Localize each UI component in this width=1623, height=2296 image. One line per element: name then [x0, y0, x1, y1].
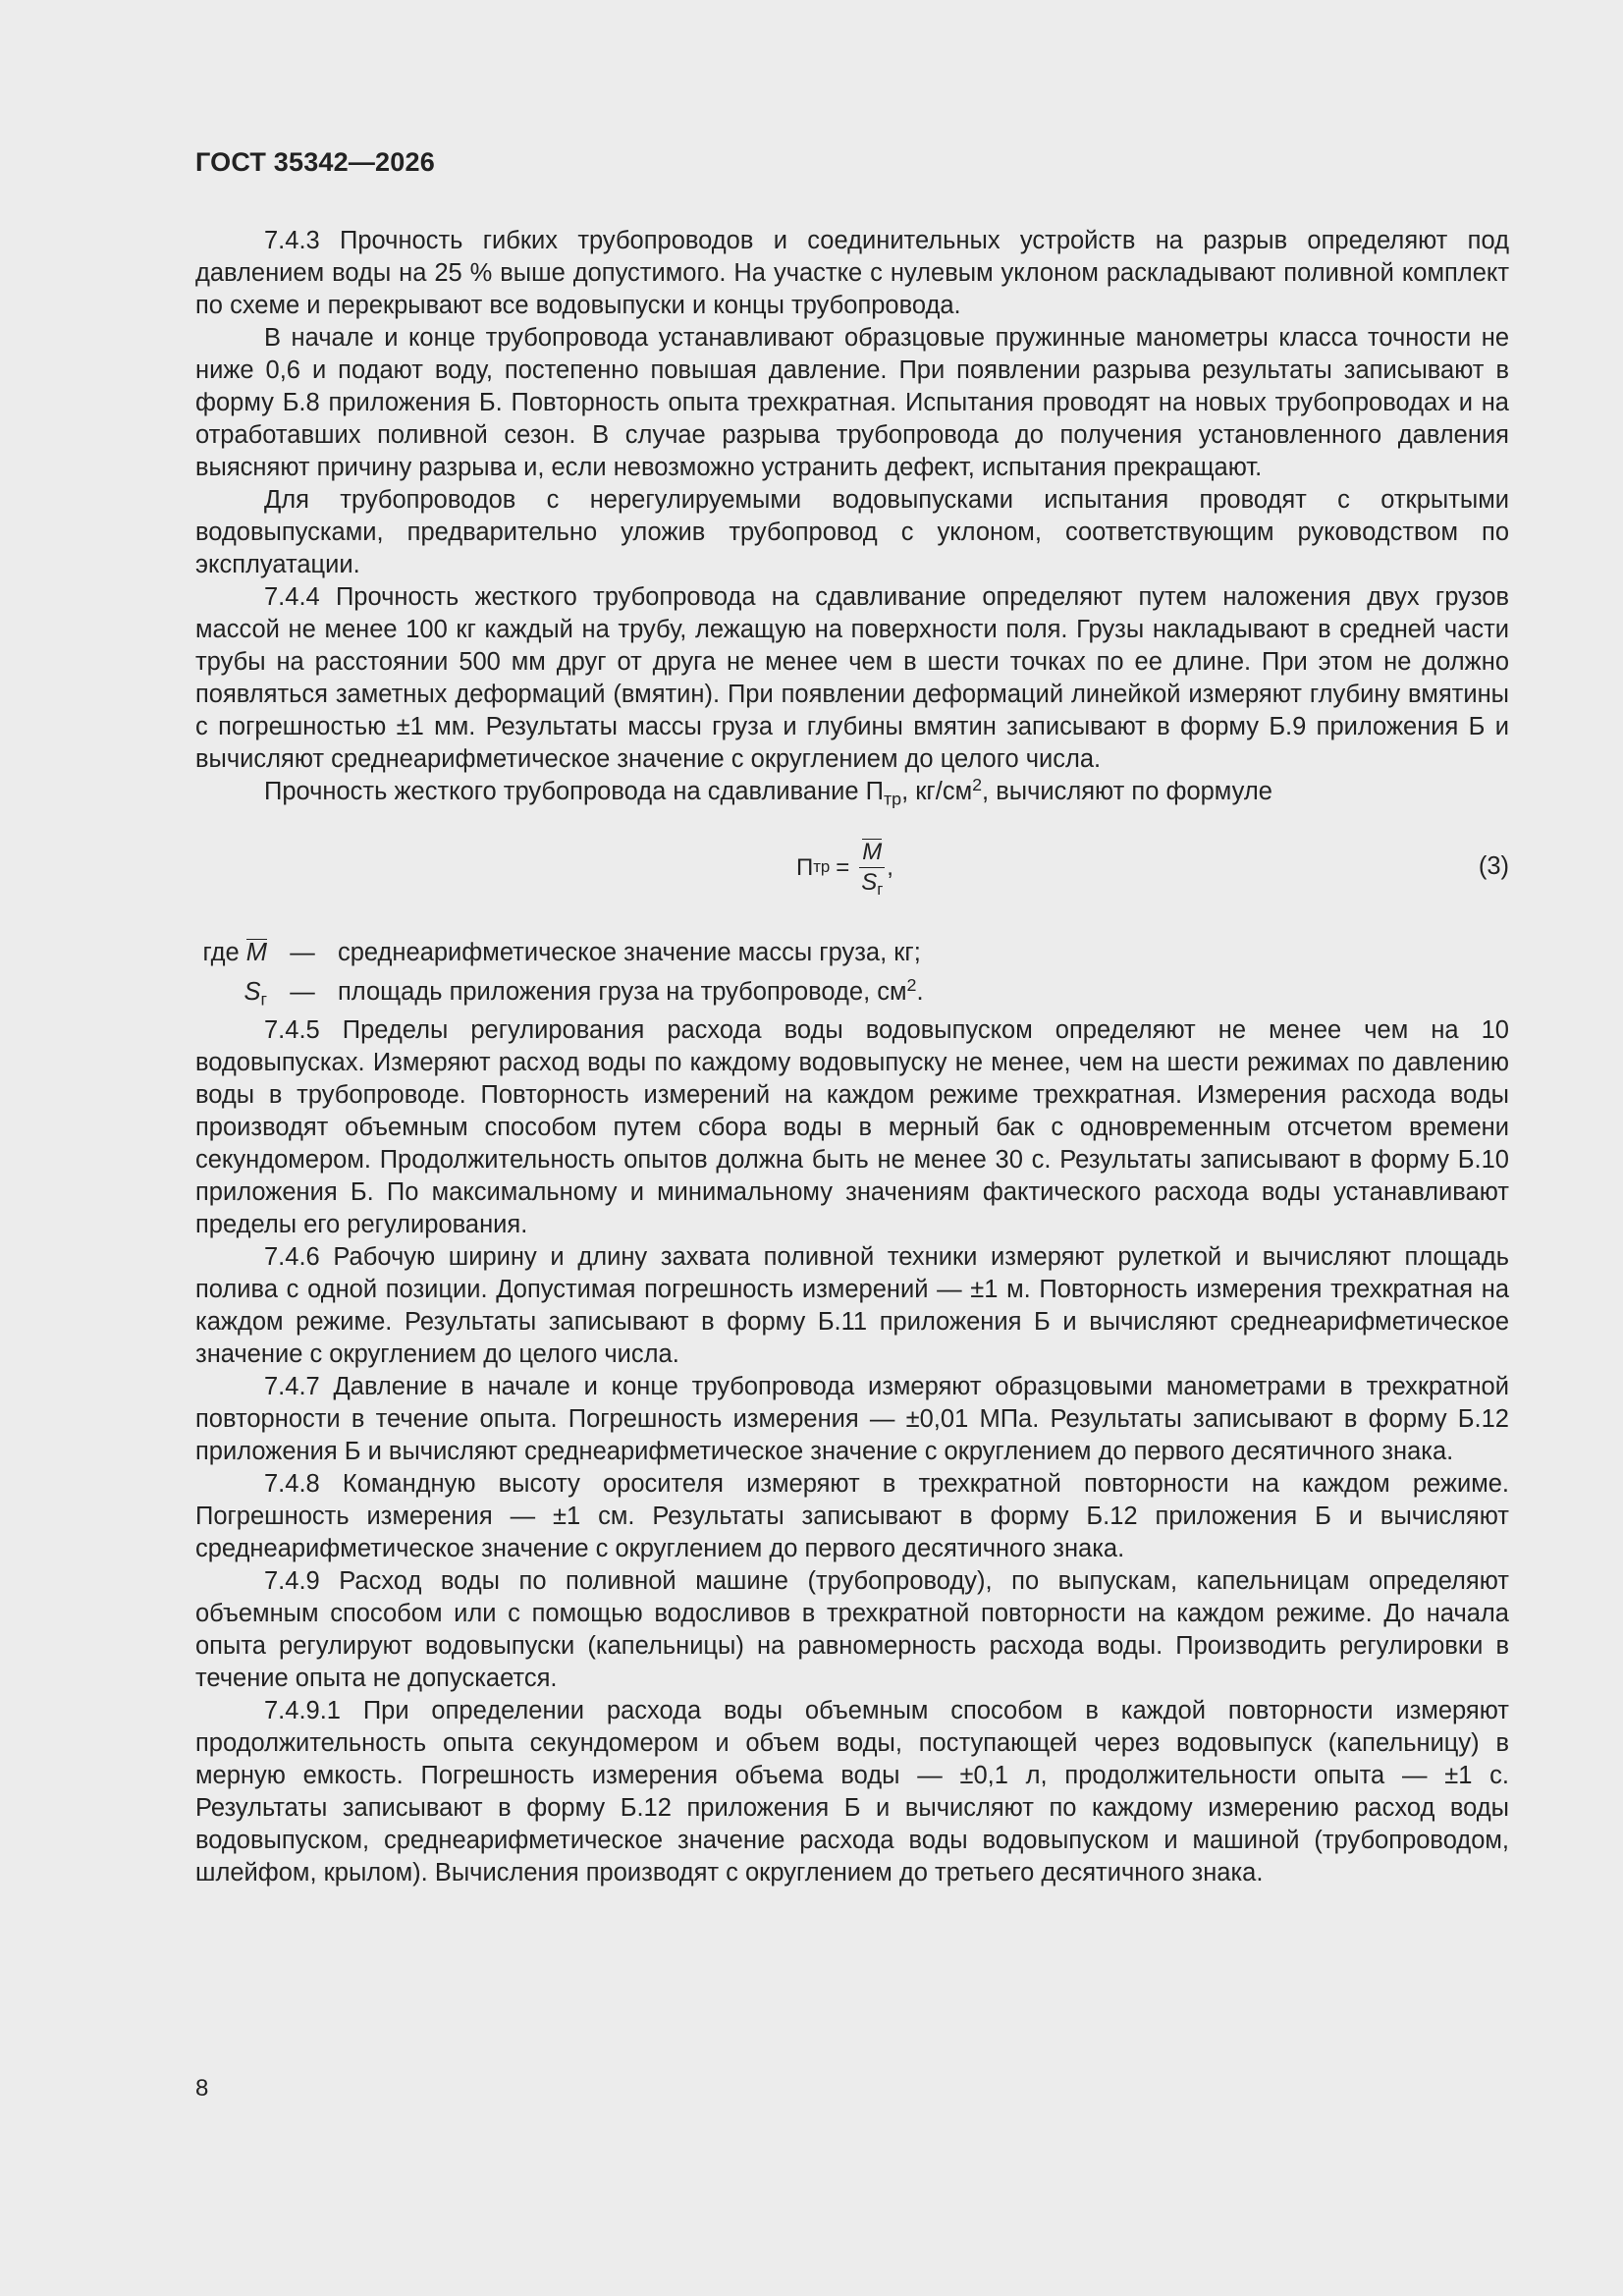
legend-row-area: $S_г$ — площадь приложения груза на трубопроводе, $см^2$.	[243, 975, 924, 1010]
paragraph-7-4-9: 7.4.9 Расход воды по поливной машине (трубопроводу), по выпускам, капельницам определяют объемным способом или с помощью водосливов в трехкратной повторности на каждом режиме. До начала опыта регулируют водовыпуски (капельницы) на равномерность расхода воды. Производить регулировки в течение опыта не допускается.	[195, 1567, 1509, 1692]
legend-row-mass: где M — среднеарифметическое значение массы груза, кг;	[202, 939, 921, 966]
paragraph-unregulated-outlets: Для трубопроводов с нерегулируемыми водовыпусками испытания проводят с открытыми водовыпусками, предварительно уложив трубопровод с уклоном, соответствующим руководством по эксплуатации.	[195, 486, 1509, 578]
paragraph-7-4-3: 7.4.3 Прочность гибких трубопроводов и соединительных устройств на разрыв определяют под давлением воды на 25 % выше допустимого. На участке с нулевым уклоном раскладывают поливной комплект по схеме и перекрывают все водовыпуски и концы трубопровода.	[195, 227, 1509, 319]
paragraph-formula-intro: Прочность жесткого трубопровода на сдавливание $П_{тр}$, $кг/см^2$, вычисляют по формуле	[264, 775, 1272, 809]
document-body	[195, 225, 1509, 1889]
paragraph-7-4-8: 7.4.8 Командную высоту оросителя измеряют в трехкратной повторности на каждом режиме. Погрешность измерения — ±1 см. Результаты записывают в форму Б.12 приложения Б и вычисляют среднеарифметическое значение с округлением до первого десятичного знака.	[195, 1470, 1509, 1562]
formula-number: (3)	[1478, 852, 1509, 880]
formula-legend	[195, 930, 1509, 1009]
formula-expression: П тр = $\frac{M}{S_г}$ ,	[796, 838, 893, 899]
paragraph-7-4-6: 7.4.6 Рабочую ширину и длину захвата поливной техники измеряют рулеткой и вычисляют площадь полива с одной позиции. Допустимая погрешность измерений — ±1 м. Повторность измерения трехкратная на каждом режиме. Результаты записывают в форму Б.11 приложения Б и вычисляют среднеарифметическое значение с округлением до целого числа.	[195, 1243, 1509, 1368]
page-number: 8	[195, 2075, 209, 2102]
paragraph-7-4-9-1: 7.4.9.1 При определении расхода воды объемным способом в каждой повторности измеряют продолжительность опыта секундомером и объем воды, поступающей через водовыпуск (капельницу) в мерную емкость. Погрешность измерения объема воды — ±0,1 л, продолжительности опыта — ±1 с. Результаты записывают в форму Б.12 приложения Б и вычисляют по каждому измерению расход воды водовыпуском, среднеарифметическое значение расхода воды водовыпуском и машиной (трубопроводом, шлейфом, крылом). Вычисления производят с округлением до третьего десятичного знака.	[195, 1697, 1509, 1886]
formula-fraction: $\frac{M}{S_г}$	[861, 838, 884, 899]
formula-block	[195, 818, 1509, 924]
paragraph-7-4-7: 7.4.7 Давление в начале и конце трубопровода измеряют образцовыми манометрами в трехкратной повторности в течение опыта. Погрешность измерения — ±0,01 МПа. Результаты записывают в форму Б.12 приложения Б и вычисляют среднеарифметическое значение с округлением до первого десятичного знака.	[195, 1373, 1509, 1465]
paragraph-7-4-5: 7.4.5 Пределы регулирования расхода воды водовыпуском определяют не менее чем на 10 водовыпусках. Измеряют расход воды по каждому водовыпуску не менее, чем на шести режимах по давлению воды в трубопроводе. Повторность измерений на каждом режиме трехкратная. Измерения расхода воды производят объемным способом путем сбора воды в мерный бак с одновременным отсчетом времени секундомером. Продолжительность опытов должна быть не менее 30 с. Результаты записывают в форму Б.10 приложения Б. По максимальному и минимальному значениям фактического расхода воды устанавливают пределы его регулирования.	[195, 1016, 1509, 1238]
paragraph-7-4-4: 7.4.4 Прочность жесткого трубопровода на сдавливание определяют путем наложения двух грузов массой не менее 100 кг каждый на трубу, лежащую на поверхности поля. Грузы накладывают в средней части трубы на расстоянии 500 мм друг от друга не менее чем в шести точках по ее длине. При этом не должно появляться заметных деформаций (вмятин). При появлении деформаций линейкой измеряют глубину вмятины с погрешностью ±1 мм. Результаты массы груза и глубины вмятин записывают в форму Б.9 приложения Б и вычисляют среднеарифметическое значение с округлением до целого числа.	[195, 583, 1509, 773]
paragraph-manometers: В начале и конце трубопровода устанавливают образцовые пружинные манометры класса точности не ниже 0,6 и подают воду, постепенно повышая давление. При появлении разрыва результаты записывают в форму Б.8 приложения Б. Повторность опыта трехкратная. Испытания проводят на новых трубопроводах и на отработавших поливной сезон. В случае разрыва трубопровода до получения установленного давления выясняют причину разрыва и, если невозможно устранить дефект, испытания прекращают.	[195, 324, 1509, 481]
document-header: ГОСТ 35342—2026	[195, 147, 435, 177]
